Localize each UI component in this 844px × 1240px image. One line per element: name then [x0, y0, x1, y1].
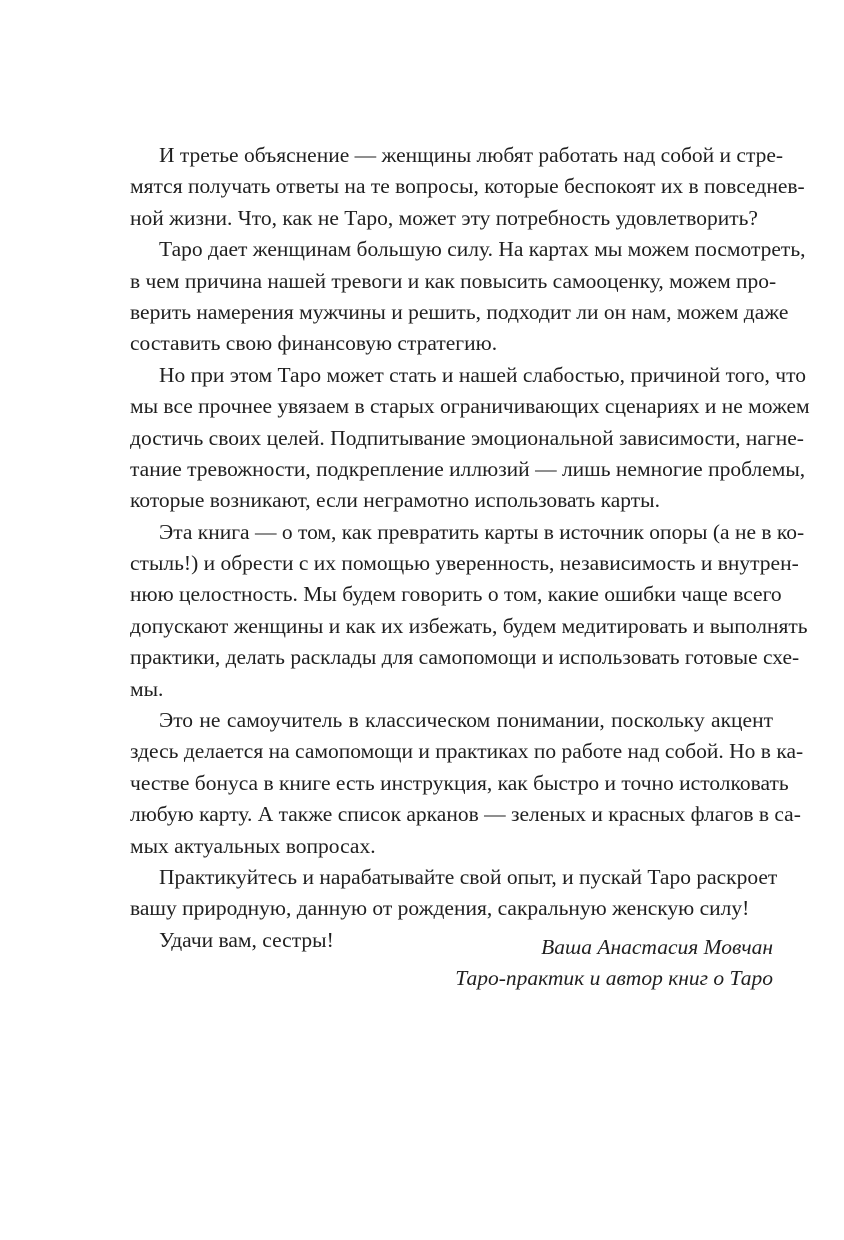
paragraph-1 — [101, 140, 805, 234]
text-line: Таро дает женщинам большую силу. На картах мы можем посмотреть, — [159, 237, 806, 262]
author-signature — [101, 932, 773, 995]
text-line: составить свою финансовую стратегию. — [130, 331, 498, 356]
text-line: Практикуйтесь и нарабатывайте свой опыт, и пускай Таро раскроет — [159, 864, 778, 889]
text-line: Это не самоучитель в классическом понимании, поскольку акцент — [159, 708, 773, 733]
text-line: И третье объяснение — женщины любят работать над собой и стре- — [159, 143, 784, 167]
text-line: в чем причина нашей тревоги и как повысить самооценку, можем про- — [130, 268, 777, 293]
text-line: верить намерения мужчины и решить, подходит ли он нам, можем даже — [130, 299, 789, 324]
text-line: достичь своих целей. Подпитывание эмоциональной зависимости, нагне- — [130, 425, 804, 450]
paragraph-6 — [101, 862, 778, 925]
paragraph-2 — [101, 234, 806, 360]
author-name: Ваша Анастасия Мовчан — [541, 935, 773, 959]
text-line: Эта книга — о том, как превратить карты в источник опоры (а не в ко- — [159, 519, 805, 544]
text-line: нюю целостность. Мы будем говорить о том, какие ошибки чаще всего — [130, 582, 782, 607]
paragraph-4 — [101, 517, 808, 705]
text-line: стыль!) и обрести с их помощью уверенность, независимость и внутрен- — [130, 551, 799, 576]
text-line: мы. — [130, 676, 164, 701]
text-line: мых актуальных вопросах. — [130, 833, 376, 858]
text-line: здесь делается на самопомощи и практиках по работе над собой. Но в ка- — [130, 739, 804, 764]
text-line: вашу природную, данную от рождения, сакральную женскую силу! — [130, 896, 750, 921]
text-line: допускают женщины и как их избежать, будем медитировать и выполнять — [130, 613, 808, 638]
paragraph-3 — [101, 360, 810, 517]
paragraph-5 — [101, 705, 804, 862]
text-line: Удачи вам, сестры! — [159, 927, 334, 952]
text-line: практики, делать расклады для самопомощи и использовать готовые схе- — [130, 645, 800, 670]
text-line: мятся получать ответы на те вопросы, которые беспокоят их в повседнев- — [130, 174, 805, 199]
text-line: любую карту. А также список арканов — зеленых и красных флагов в са- — [130, 802, 801, 827]
text-line: которые возникают, если неграмотно использовать карты. — [130, 488, 660, 513]
page-body — [101, 140, 810, 956]
text-line: Но при этом Таро может стать и нашей слабостью, причиной того, что — [159, 362, 806, 387]
text-line: тание тревожности, подкрепление иллюзий — лишь немногие проблемы, — [130, 456, 806, 481]
text-line: ной жизни. Что, как не Таро, может эту потребность удовлетворить? — [130, 205, 758, 230]
author-title: Таро-практик и автор книг о Таро — [455, 966, 773, 991]
text-line: честве бонуса в книге есть инструкция, как быстро и точно истолковать — [130, 770, 789, 795]
text-line: мы все прочнее увязаем в старых ограничивающих сценариях и не можем — [130, 394, 810, 419]
